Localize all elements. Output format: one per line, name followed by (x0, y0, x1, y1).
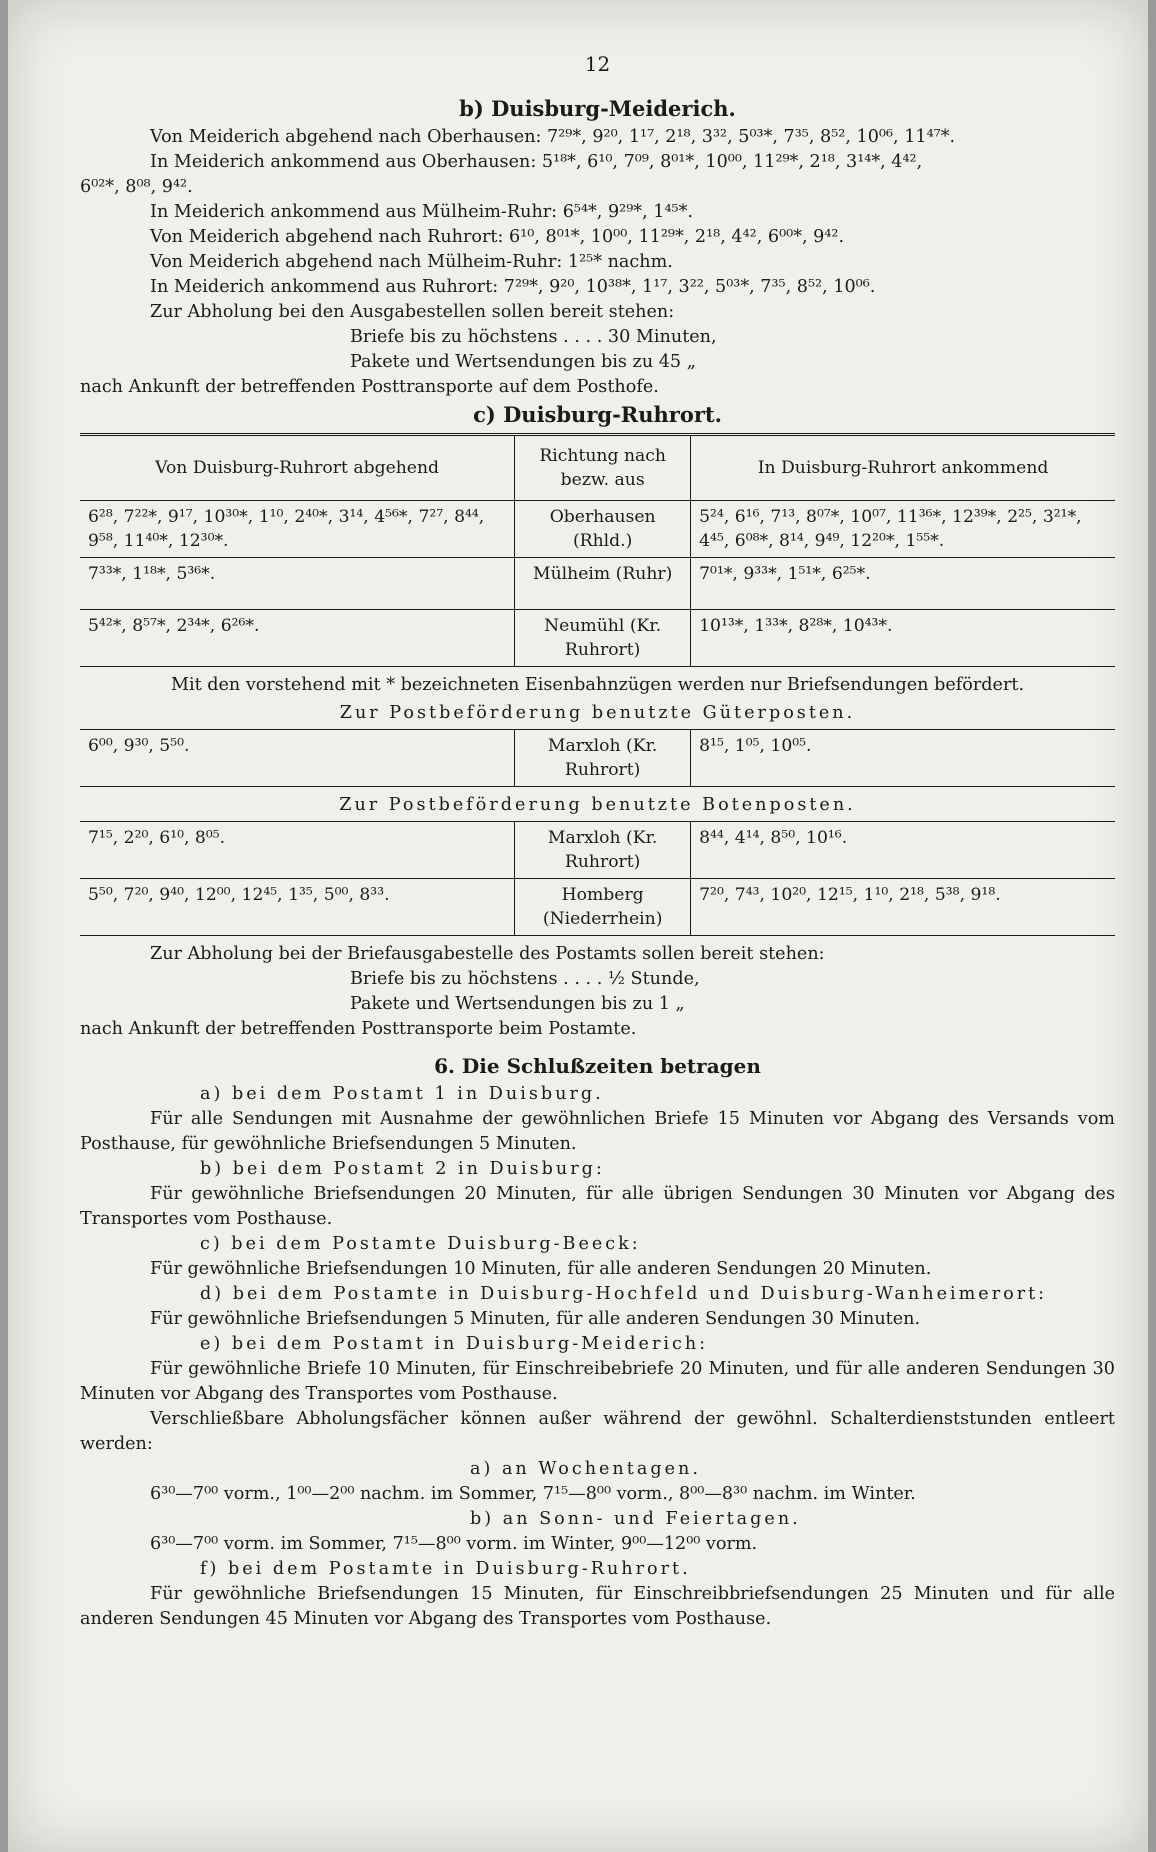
timetable-botenposten (80, 821, 1115, 936)
text-line: nach Ankunft der betreffenden Posttransporte beim Postamte. (80, 1019, 637, 1039)
arrival-times: 7²⁰, 7⁴³, 10²⁰, 12¹⁵, 1¹⁰, 2¹⁸, 5³⁸, 9¹⁸. (699, 885, 1001, 905)
page (8, 0, 1148, 1852)
header-arrival: In Duisburg-Ruhrort ankommend (757, 458, 1049, 478)
paragraph: Für gewöhnliche Briefsendungen 15 Minuten, für Einschreibbriefsendungen 25 Minuten und für alle anderen Sendungen 45 Minuten vor Abgang des Transportes vom Posthause. (80, 1584, 1115, 1629)
subsection-title: a) bei dem Postamt 1 in Duisburg. (200, 1084, 604, 1104)
table-row (80, 610, 1115, 667)
table-row (80, 879, 1115, 936)
text-line: 6⁰²*, 8⁰⁸, 9⁴². (80, 177, 193, 197)
section-c-heading: c) Duisburg-Ruhrort. (473, 402, 722, 427)
subsection-title: a) an Wochentagen. (470, 1459, 701, 1479)
departure-times: 6⁰⁰, 9³⁰, 5⁵⁰. (88, 736, 190, 756)
paragraph: Für gewöhnliche Briefe 10 Minuten, für Einschreibebriefe 20 Minuten, und für alle anderen Sendungen 30 Minuten vor Abgang des Transportes vom Posthause. (80, 1359, 1115, 1404)
timetable-gueterposten (80, 729, 1115, 787)
departure-times: 7³³*, 1¹⁸*, 5³⁶*. (88, 564, 216, 584)
text-line: nach Ankunft der betreffenden Posttransporte auf dem Posthofe. (80, 377, 659, 397)
text-line: In Meiderich ankommend aus Mülheim-Ruhr: 6⁵⁴*, 9²⁹*, 1⁴⁵*. (150, 202, 693, 222)
text-line: Zur Abholung bei den Ausgabestellen sollen bereit stehen: (150, 302, 675, 322)
text-line: Pakete und Wertsendungen bis zu 45 „ (350, 352, 696, 372)
paragraph: Für gewöhnliche Briefsendungen 20 Minuten, für alle übrigen Sendungen 30 Minuten vor Abgang des Transportes vom Posthause. (80, 1184, 1115, 1229)
paragraph: Verschließbare Abholungsfächer können außer während der gewöhnl. Schalterdienststunden entleert werden: (80, 1409, 1115, 1454)
text-line: Von Meiderich abgehend nach Mülheim-Ruhr: 1²⁵* nachm. (150, 252, 673, 272)
departure-times: 7¹⁵, 2²⁰, 6¹⁰, 8⁰⁵. (88, 828, 226, 848)
departure-times: 5⁴²*, 8⁵⁷*, 2³⁴*, 6²⁶*. (88, 616, 260, 636)
subsection-title: e) bei dem Postamt in Duisburg-Meiderich: (200, 1334, 709, 1354)
footnote-star: Mit den vorstehend mit * bezeichneten Eisenbahnzügen werden nur Briefsendungen befördert. (170, 675, 1025, 695)
text-line: In Meiderich ankommend aus Oberhausen: 5¹⁸*, 6¹⁰, 7⁰⁹, 8⁰¹*, 10⁰⁰, 11²⁹*, 2¹⁸, 3¹⁴*, 4⁴², (150, 152, 923, 172)
direction: Marxloh (Kr. Ruhrort) (515, 730, 691, 787)
departure-times: 6²⁸, 7²²*, 9¹⁷, 10³⁰*, 1¹⁰, 2⁴⁰*, 3¹⁴, 4⁵⁶*, 7²⁷, 8⁴⁴, 9⁵⁸, 11⁴⁰*, 12³⁰*. (88, 507, 485, 551)
arrival-times: 8¹⁵, 1⁰⁵, 10⁰⁵. (699, 736, 812, 756)
text-line: Zur Abholung bei der Briefausgabestelle des Postamts sollen bereit stehen: (150, 944, 825, 964)
page-content (80, 52, 1115, 1632)
departure-times: 5⁵⁰, 7²⁰, 9⁴⁰, 12⁰⁰, 12⁴⁵, 1³⁵, 5⁰⁰, 8³³. (88, 885, 390, 905)
arrival-times: 7⁰¹*, 9³³*, 1⁵¹*, 6²⁵*. (699, 564, 871, 584)
table-row (80, 501, 1115, 558)
table-row (80, 558, 1115, 610)
direction: Mülheim (Ruhr) (515, 558, 691, 610)
text-line: In Meiderich ankommend aus Ruhrort: 7²⁹*, 9²⁰, 10³⁸*, 1¹⁷, 3²², 5⁰³*, 7³⁵, 8⁵², 10⁰⁶. (150, 277, 876, 297)
subsection-title: f) bei dem Postamte in Duisburg-Ruhrort. (200, 1559, 691, 1579)
arrival-times: 5²⁴, 6¹⁶, 7¹³, 8⁰⁷*, 10⁰⁷, 11³⁶*, 12³⁹*, 2²⁵, 3²¹*, 4⁴⁵, 6⁰⁸*, 8¹⁴, 9⁴⁹, 12²⁰*, 1⁵⁵*. (699, 507, 1082, 551)
section-6-heading: 6. Die Schlußzeiten betragen (434, 1054, 761, 1078)
text-line: 6³⁰—7⁰⁰ vorm., 1⁰⁰—2⁰⁰ nachm. im Sommer, 7¹⁵—8⁰⁰ vorm., 8⁰⁰—8³⁰ nachm. im Winter. (150, 1484, 916, 1504)
direction: Neumühl (Kr. Ruhrort) (515, 610, 691, 667)
table-row (80, 822, 1115, 879)
text-line: Briefe bis zu höchstens . . . . 30 Minuten, (350, 327, 717, 347)
subsection-title: b) an Sonn- und Feiertagen. (470, 1509, 801, 1529)
page-number: 12 (584, 52, 611, 76)
section-b-heading: b) Duisburg-Meiderich. (459, 96, 736, 121)
text-line: Von Meiderich abgehend nach Oberhausen: 7²⁹*, 9²⁰, 1¹⁷, 2¹⁸, 3³², 5⁰³*, 7³⁵, 8⁵², 10⁰⁶, 11⁴⁷*. (150, 127, 956, 147)
timetable-ruhrort (80, 433, 1115, 667)
direction: Oberhausen (Rhld.) (515, 501, 691, 558)
text-line: 6³⁰—7⁰⁰ vorm. im Sommer, 7¹⁵—8⁰⁰ vorm. im Winter, 9⁰⁰—12⁰⁰ vorm. (150, 1534, 758, 1554)
direction: Marxloh (Kr. Ruhrort) (515, 822, 691, 879)
subsection-title: d) bei dem Postamte in Duisburg-Hochfeld und Duisburg-Wanheimerort: (200, 1284, 1048, 1304)
paragraph: Für gewöhnliche Briefsendungen 10 Minuten, für alle anderen Sendungen 20 Minuten. (150, 1259, 932, 1279)
subsection-title: c) bei dem Postamte Duisburg-Beeck: (200, 1234, 641, 1254)
text-line: Von Meiderich abgehend nach Ruhrort: 6¹⁰, 8⁰¹*, 10⁰⁰, 11²⁹*, 2¹⁸, 4⁴², 6⁰⁰*, 9⁴². (150, 227, 845, 247)
arrival-times: 8⁴⁴, 4¹⁴, 8⁵⁰, 10¹⁶. (699, 828, 848, 848)
header-departure: Von Duisburg-Ruhrort abgehend (155, 458, 440, 478)
paragraph: Für alle Sendungen mit Ausnahme der gewöhnlichen Briefe 15 Minuten vor Abgang des Versands vom Posthause, für gewöhnliche Briefsendungen 5 Minuten. (80, 1109, 1115, 1154)
direction: Homberg (Niederrhein) (515, 879, 691, 936)
gueterposten-heading: Zur Postbeförderung benutzte Güterposten. (339, 703, 856, 723)
text-line: Pakete und Wertsendungen bis zu 1 „ (350, 994, 685, 1014)
text-line: Briefe bis zu höchstens . . . . ½ Stunde, (350, 969, 700, 989)
header-direction: Richtung nach bezw. aus (515, 435, 691, 501)
paragraph: Für gewöhnliche Briefsendungen 5 Minuten, für alle anderen Sendungen 30 Minuten. (150, 1309, 921, 1329)
table-row (80, 730, 1115, 787)
subsection-title: b) bei dem Postamt 2 in Duisburg: (200, 1159, 605, 1179)
arrival-times: 10¹³*, 1³³*, 8²⁸*, 10⁴³*. (699, 616, 893, 636)
botenposten-heading: Zur Postbeförderung benutzte Botenposten. (339, 795, 856, 815)
